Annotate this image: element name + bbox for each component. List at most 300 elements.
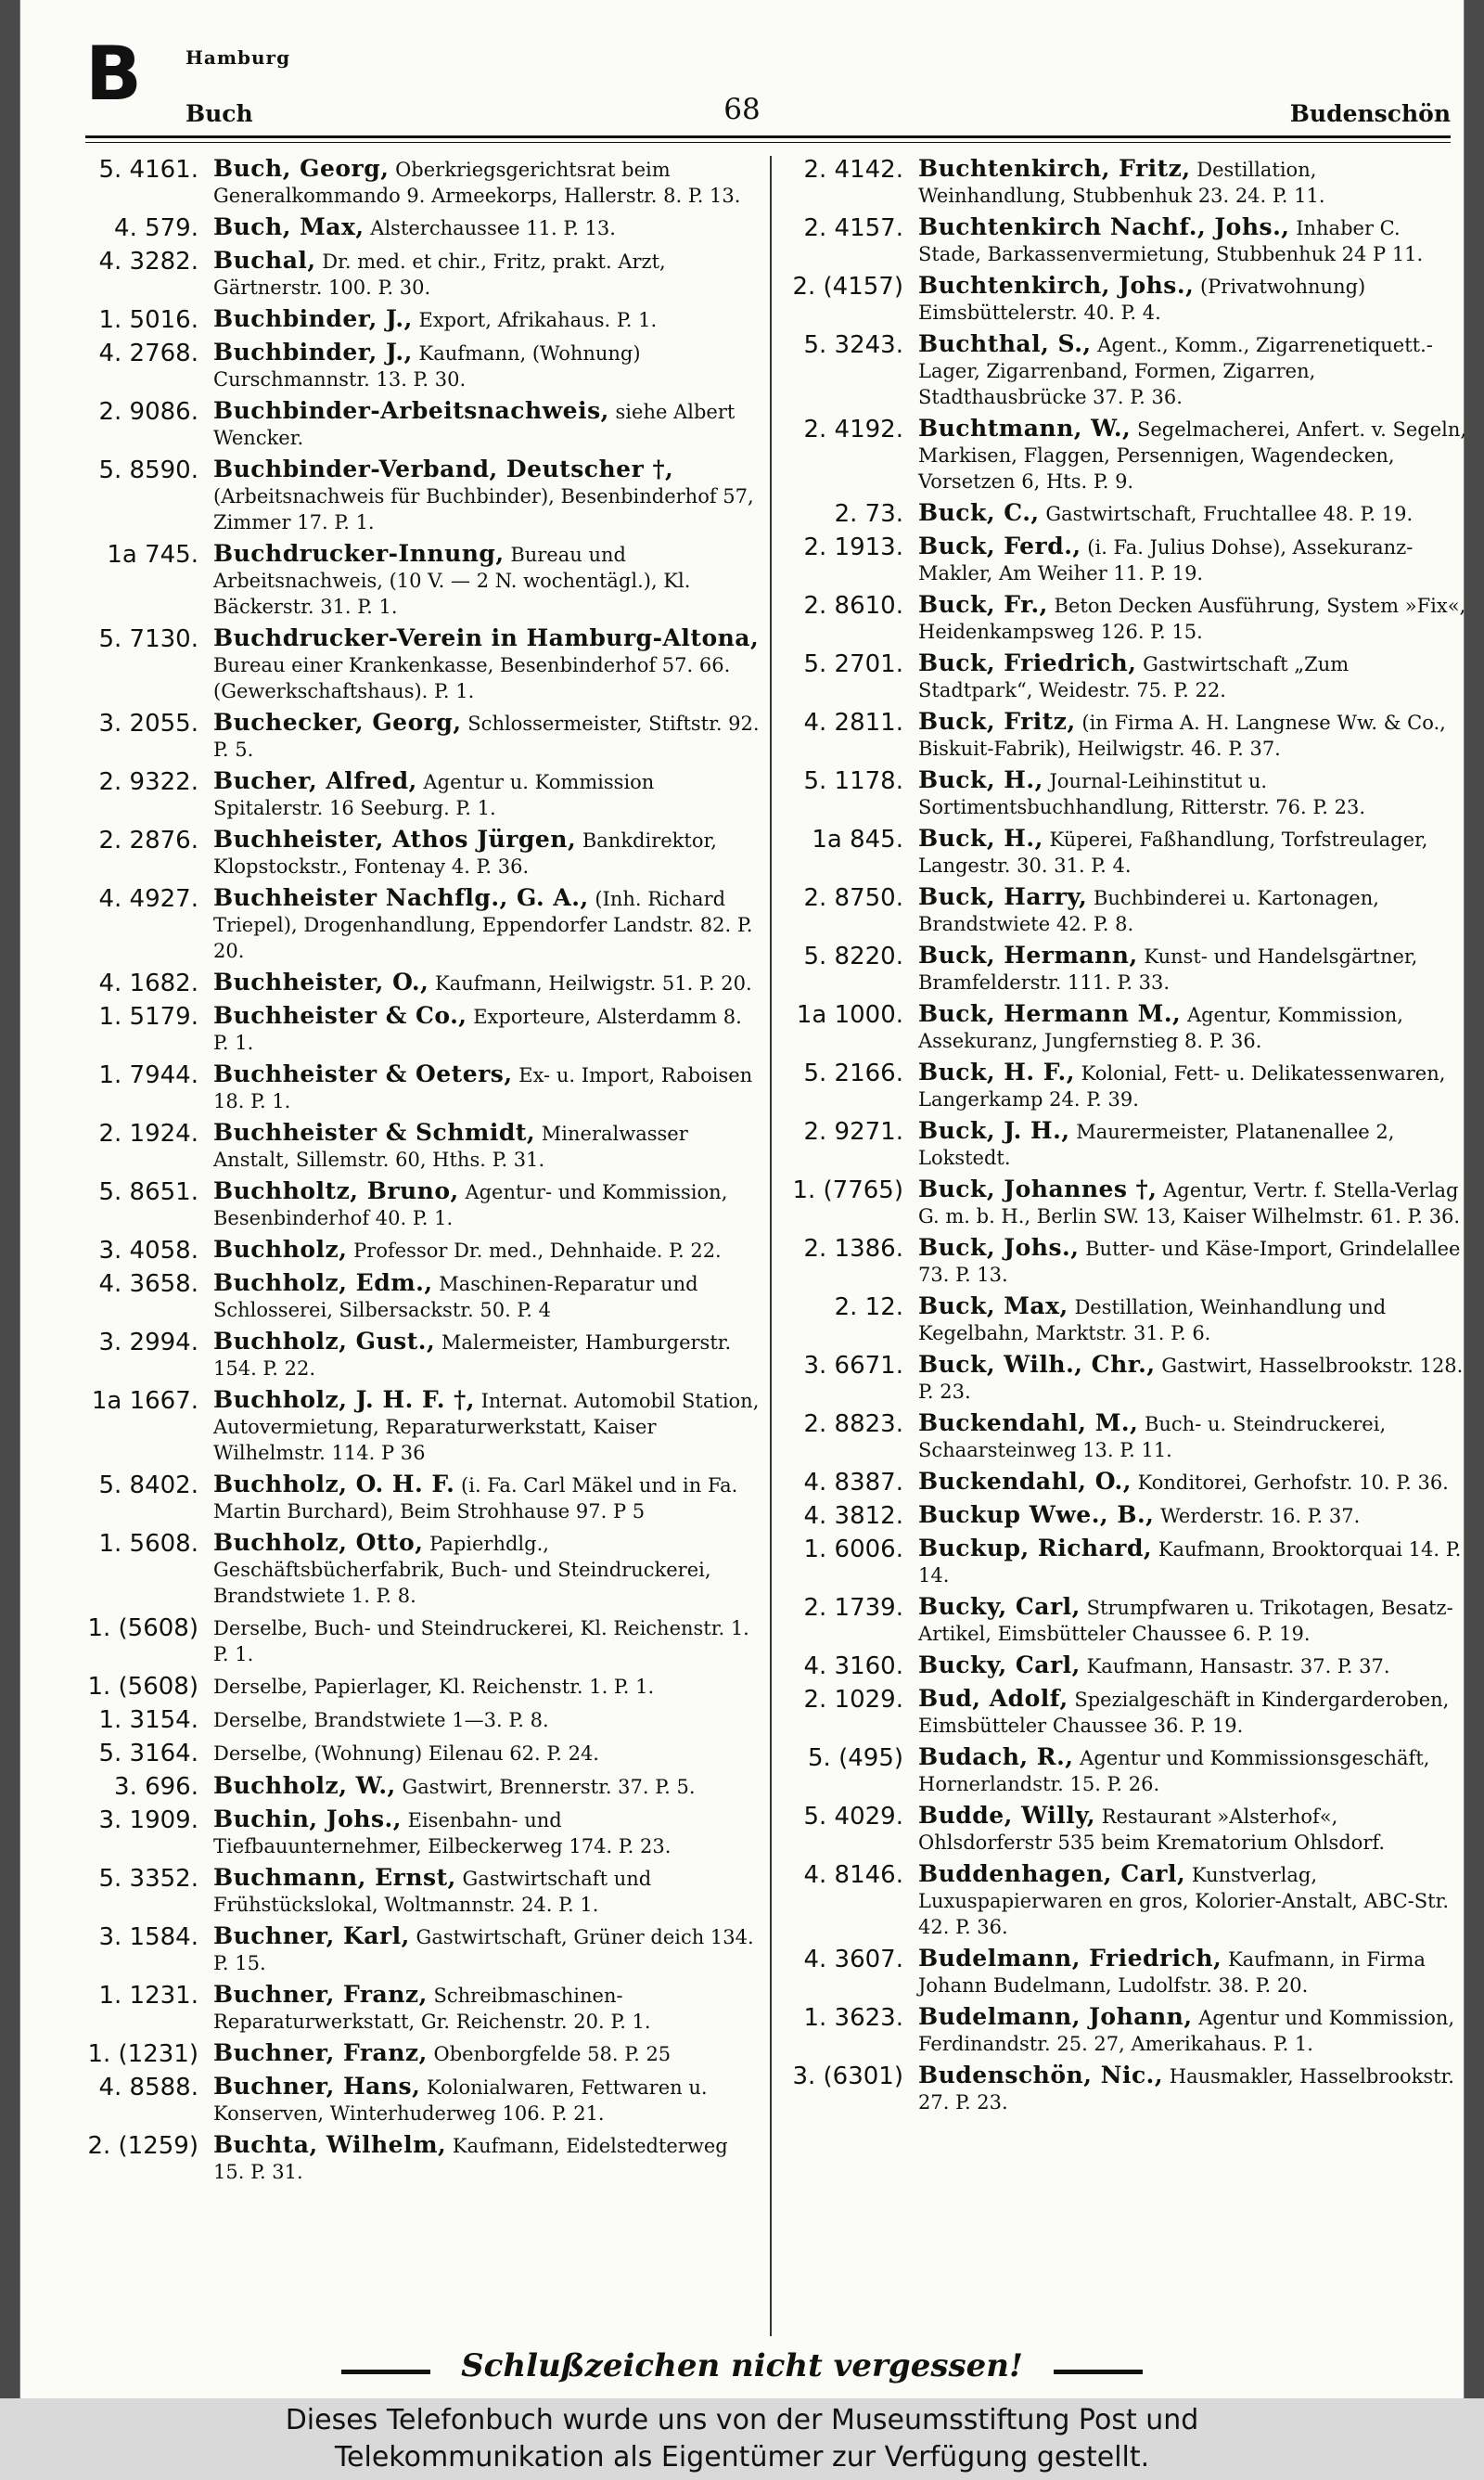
subscriber-name: Buck, Johannes †, bbox=[918, 1176, 1158, 1202]
phone-number: 4. 3160. bbox=[803, 1652, 903, 1680]
phone-number: 4. 4927. bbox=[98, 885, 198, 913]
directory-entry bbox=[85, 1614, 762, 1667]
entry-details: siehe Albert Wencker. bbox=[213, 401, 736, 449]
subscriber-name: Buchtenkirch Nachf., Johs., bbox=[918, 213, 1290, 240]
subscriber-name: Buchholz, W., bbox=[213, 1772, 396, 1799]
entry-text bbox=[918, 767, 1467, 820]
entry-text bbox=[213, 2132, 762, 2185]
entry-details: Exporteure, Alsterdamm 8. P. 1. bbox=[213, 1006, 742, 1054]
entry-details: Destillation, Weinhandlung und Kegelbahn, Marktstr. 31. P. 6. bbox=[918, 1296, 1387, 1344]
subscriber-name: Bucher, Alfred, bbox=[213, 767, 417, 794]
directory-entry bbox=[85, 2040, 762, 2068]
header-rule-thin bbox=[85, 142, 1451, 143]
directory-entry bbox=[85, 1706, 762, 1734]
subscriber-name: Buchholz, Gust., bbox=[213, 1328, 436, 1355]
directory-entry bbox=[85, 306, 762, 334]
subscriber-name: Bud, Adolf, bbox=[918, 1685, 1068, 1712]
entry-text bbox=[213, 214, 762, 241]
directory-entry bbox=[85, 1773, 762, 1801]
directory-entry bbox=[85, 710, 762, 763]
subscriber-name: Buck, Fritz, bbox=[918, 708, 1076, 735]
entry-text bbox=[213, 1471, 762, 1524]
subscriber-name: Buchecker, Georg, bbox=[213, 709, 462, 736]
entry-text bbox=[213, 456, 762, 535]
subscriber-name: Buchtenkirch, Fritz, bbox=[918, 155, 1191, 182]
credit-line-1: Dieses Telefonbuch wurde uns von der Museumsstiftung Post und bbox=[285, 2404, 1199, 2436]
directory-entry bbox=[85, 1982, 762, 2035]
subscriber-name: Budelmann, Friedrich, bbox=[918, 1945, 1222, 1972]
entry-details: Eisenbahn- und Tiefbauunternehmer, Eilbeckerweg 174. P. 23. bbox=[213, 1809, 672, 1857]
phone-number: 5. 3243. bbox=[803, 331, 903, 359]
directory-entry bbox=[790, 1744, 1467, 1797]
directory-entry bbox=[790, 650, 1467, 703]
subscriber-name: Buchdrucker-Innung, bbox=[213, 540, 505, 567]
phone-number: 5. 3164. bbox=[98, 1740, 198, 1767]
subscriber-name: Buchheister & Co., bbox=[213, 1002, 467, 1029]
phone-number: 4. 1682. bbox=[98, 970, 198, 997]
entry-text bbox=[213, 827, 762, 880]
directory-entry bbox=[790, 709, 1467, 762]
directory-entry bbox=[790, 1652, 1467, 1680]
entry-details: Strumpfwaren u. Trikotagen, Besatz-Artikel, Eimsbütteler Chaussee 6. P. 19. bbox=[918, 1597, 1453, 1645]
phone-number: 2. 73. bbox=[834, 500, 903, 528]
entry-details: (Inh. Richard Triepel), Drogenhandlung, Eppendorfer Landstr. 82. P. 20. bbox=[213, 888, 753, 962]
entry-text bbox=[213, 2040, 762, 2067]
phone-number: 3. 1909. bbox=[98, 1806, 198, 1834]
subscriber-name: Buchdrucker-Verein in Hamburg-Altona, bbox=[213, 624, 760, 651]
page-number: 68 bbox=[723, 93, 761, 126]
phone-number: 4. 8588. bbox=[98, 2074, 198, 2101]
entry-text bbox=[213, 1740, 762, 1767]
entry-details: Agent., Komm., Zigarrenetiquett.-Lager, Zigarrenband, Formen, Zigarren, Stadthausbrücke 37. P. 36. bbox=[918, 334, 1433, 408]
entry-details: Gastwirtschaft, Fruchtallee 48. P. 19. bbox=[1045, 503, 1414, 525]
subscriber-name: Buddenhagen, Carl, bbox=[918, 1860, 1186, 1887]
entry-text bbox=[918, 1652, 1467, 1679]
directory-entry bbox=[85, 1923, 762, 1976]
phone-number: 5. 4161. bbox=[98, 156, 198, 184]
phone-number: 5. 2166. bbox=[803, 1060, 903, 1087]
entry-details: Werderstr. 16. P. 37. bbox=[1160, 1505, 1361, 1527]
phone-number: 5. 7130. bbox=[98, 625, 198, 653]
entry-details: Schlossermeister, Stiftstr. 92. P. 5. bbox=[213, 713, 760, 761]
directory-entry bbox=[85, 156, 762, 209]
directory-entry bbox=[85, 768, 762, 821]
phone-number: 5. 4029. bbox=[803, 1803, 903, 1831]
phone-number: 5. 2701. bbox=[803, 650, 903, 678]
entry-text bbox=[918, 533, 1467, 586]
entry-details: Agentur u. Kommission Spitalerstr. 16 Seeburg. P. 1. bbox=[213, 771, 655, 819]
phone-number: 2. 9086. bbox=[98, 398, 198, 426]
slogan-rule-right bbox=[1054, 2370, 1143, 2374]
entry-details: Maurermeister, Platanenallee 2, Lokstedt. bbox=[918, 1121, 1395, 1169]
subscriber-name: Buchheister, Athos Jürgen, bbox=[213, 826, 577, 853]
subscriber-name: Buchin, Johs., bbox=[213, 1805, 402, 1832]
subscriber-name: Buchholtz, Bruno, bbox=[213, 1177, 459, 1204]
phone-number: 2. 1924. bbox=[98, 1120, 198, 1148]
directory-entry bbox=[790, 1686, 1467, 1739]
entry-details: Maschinen-Reparatur und Schlosserei, Silbersackstr. 50. P. 4 bbox=[213, 1273, 698, 1321]
subscriber-name: Buck, Johs., bbox=[918, 1234, 1080, 1261]
subscriber-name: Buchholz, Edm., bbox=[213, 1269, 433, 1296]
header-rule bbox=[85, 135, 1451, 138]
entry-text bbox=[213, 885, 762, 964]
entry-text bbox=[918, 500, 1467, 527]
entry-text bbox=[918, 1469, 1467, 1496]
entry-text bbox=[918, 1352, 1467, 1405]
entry-text bbox=[918, 1235, 1467, 1288]
directory-entry bbox=[790, 416, 1467, 495]
entry-text bbox=[918, 826, 1467, 879]
phone-number: 2. 1029. bbox=[803, 1686, 903, 1714]
directory-entry bbox=[790, 1803, 1467, 1856]
phone-number: 2. 4192. bbox=[803, 416, 903, 443]
phone-number: 4. 2811. bbox=[803, 709, 903, 737]
entry-details: Agentur und Kommission, Ferdinandstr. 25. 27, Amerikahaus. P. 1. bbox=[918, 2007, 1455, 2055]
subscriber-name: Buchner, Hans, bbox=[213, 2073, 421, 2100]
directory-entry bbox=[85, 398, 762, 451]
phone-number: 2. 1739. bbox=[803, 1594, 903, 1622]
phone-number: 2. 8610. bbox=[803, 592, 903, 620]
subscriber-name: Buch, Max, bbox=[213, 213, 365, 240]
entry-text bbox=[213, 970, 762, 996]
directory-entry bbox=[790, 331, 1467, 410]
entry-details: Küperei, Faßhandlung, Torfstreulager, Langestr. 30. 31. P. 4. bbox=[918, 829, 1428, 877]
subscriber-name: Buchbinder-Verband, Deutscher †, bbox=[213, 456, 674, 482]
entry-text bbox=[213, 1673, 762, 1700]
phone-number: 1. (1231) bbox=[87, 2040, 198, 2068]
entry-details: Buch- u. Steindruckerei, Schaarsteinweg 13. P. 11. bbox=[918, 1413, 1387, 1461]
directory-entry bbox=[85, 625, 762, 704]
footer-slogan: Schlußzeichen nicht vergessen! bbox=[461, 2347, 1023, 2384]
phone-number: 2. 2876. bbox=[98, 827, 198, 855]
directory-entry bbox=[85, 1061, 762, 1114]
entry-text bbox=[213, 340, 762, 392]
entry-details: Derselbe, Buch- und Steindruckerei, Kl. Reichenstr. 1. P. 1. bbox=[213, 1617, 749, 1665]
phone-number: 5. (495) bbox=[808, 1744, 903, 1772]
subscriber-name: Buck, H., bbox=[918, 825, 1043, 852]
phone-number: 1. (5608) bbox=[87, 1614, 198, 1642]
entry-text bbox=[213, 1706, 762, 1733]
entry-text bbox=[213, 1806, 762, 1859]
directory-entry bbox=[790, 1118, 1467, 1171]
directory-entry bbox=[790, 1176, 1467, 1229]
entry-text bbox=[918, 650, 1467, 703]
entry-details: (in Firma A. H. Langnese Ww. & Co., Biskuit-Fabrik), Heilwigstr. 46. P. 37. bbox=[918, 712, 1446, 760]
subscriber-name: Buchmann, Ernst, bbox=[213, 1864, 456, 1891]
directory-entry bbox=[790, 592, 1467, 645]
entry-details: Kaufmann, Heilwigstr. 51. P. 20. bbox=[434, 972, 752, 995]
entry-text bbox=[213, 541, 762, 620]
phone-number: 1. 6006. bbox=[803, 1536, 903, 1563]
entry-details: Derselbe, Papierlager, Kl. Reichenstr. 1. P. 1. bbox=[213, 1676, 655, 1698]
entry-details: Spezialgeschäft in Kindergarderoben, Eimsbütteler Chaussee 36. P. 19. bbox=[918, 1689, 1450, 1737]
directory-entry bbox=[85, 970, 762, 997]
entry-text bbox=[918, 709, 1467, 762]
entry-text bbox=[918, 1744, 1467, 1797]
entry-text bbox=[918, 1293, 1467, 1346]
section-letter: B bbox=[85, 31, 142, 117]
entry-text bbox=[918, 273, 1467, 326]
directory-entry bbox=[85, 1178, 762, 1231]
directory-entry bbox=[85, 340, 762, 392]
entry-text bbox=[918, 943, 1467, 996]
subscriber-name: Buck, Hermann, bbox=[918, 942, 1138, 969]
phone-number: 2. 8823. bbox=[803, 1410, 903, 1438]
phone-number: 2. 1386. bbox=[803, 1235, 903, 1263]
phone-number: 1. 5179. bbox=[98, 1003, 198, 1031]
directory-entry bbox=[790, 2062, 1467, 2115]
phone-number: 1. 5016. bbox=[98, 306, 198, 334]
phone-number: 1. 3154. bbox=[98, 1706, 198, 1734]
entry-details: Journal-Leihinstitut u. Sortimentsbuchhandlung, Ritterstr. 76. P. 23. bbox=[918, 770, 1365, 818]
left-column bbox=[85, 156, 762, 2191]
entry-details: Konditorei, Gerhofstr. 10. P. 36. bbox=[1137, 1471, 1449, 1494]
directory-entry bbox=[85, 1329, 762, 1381]
phone-number: 1. 7944. bbox=[98, 1061, 198, 1089]
left-catchword: Buch bbox=[186, 100, 253, 127]
entry-text bbox=[213, 625, 762, 704]
footer-slogan-bar bbox=[20, 2347, 1464, 2384]
entry-details: Ex- u. Import, Raboisen 18. P. 1. bbox=[213, 1064, 753, 1112]
subscriber-name: Buck, Wilh., Chr., bbox=[918, 1351, 1156, 1378]
directory-entry bbox=[790, 1352, 1467, 1405]
credit-banner bbox=[0, 2398, 1484, 2480]
subscriber-name: Buckendahl, M., bbox=[918, 1409, 1139, 1436]
phone-number: 2. 4157. bbox=[803, 214, 903, 242]
entry-text bbox=[918, 884, 1467, 937]
directory-entry bbox=[790, 1410, 1467, 1463]
entry-details: Obenborgfelde 58. P. 25 bbox=[433, 2043, 672, 2065]
subscriber-name: Buchtmann, W., bbox=[918, 415, 1132, 442]
entry-details: Destillation, Weinhandlung, Stubbenhuk 23. 24. P. 11. bbox=[918, 159, 1325, 207]
entry-details: Kolonialwaren, Fettwaren u. Konserven, Winterhuderweg 106. P. 21. bbox=[213, 2076, 708, 2125]
entry-details: Gastwirtschaft und Frühstückslokal, Woltmannstr. 24. P. 1. bbox=[213, 1868, 652, 1916]
subscriber-name: Buchner, Karl, bbox=[213, 1922, 410, 1949]
entry-details: (i. Fa. Julius Dohse), Assekuranz-Makler, Am Weiher 11. P. 19. bbox=[918, 536, 1414, 585]
entry-text bbox=[213, 2074, 762, 2127]
phone-number: 1. 1231. bbox=[98, 1982, 198, 2010]
entry-details: Gastwirtschaft, Grüner deich 134. P. 15. bbox=[213, 1926, 754, 1974]
subscriber-name: Buck, J. H., bbox=[918, 1117, 1070, 1144]
phone-number: 2. 9271. bbox=[803, 1118, 903, 1146]
entry-text bbox=[213, 1923, 762, 1976]
entry-details: Gastwirtschaft „Zum Stadtpark“, Weidestr. 75. P. 22. bbox=[918, 653, 1350, 701]
entry-text bbox=[213, 1614, 762, 1667]
entry-text bbox=[918, 156, 1467, 209]
entry-text bbox=[918, 2004, 1467, 2057]
subscriber-name: Buckup Wwe., B., bbox=[918, 1501, 1155, 1528]
entry-text bbox=[213, 1270, 762, 1323]
phone-number: 1. (5608) bbox=[87, 1673, 198, 1701]
phone-number: 2. 12. bbox=[834, 1293, 903, 1321]
subscriber-name: Buck, H. F., bbox=[918, 1059, 1075, 1086]
directory-entry bbox=[85, 1471, 762, 1524]
entry-details: Derselbe, (Wohnung) Eilenau 62. P. 24. bbox=[213, 1742, 599, 1765]
phone-number: 3. 1584. bbox=[98, 1923, 198, 1951]
phone-number: 5. 1178. bbox=[803, 767, 903, 795]
phone-number: 4. 3607. bbox=[803, 1946, 903, 1973]
phone-number: 4. 8146. bbox=[803, 1861, 903, 1889]
directory-entry bbox=[790, 1235, 1467, 1288]
right-catchword: Budenschön bbox=[1289, 100, 1451, 127]
city-label: Hamburg bbox=[186, 46, 291, 69]
subscriber-name: Buchal, bbox=[213, 247, 316, 274]
entry-details: Agentur und Kommissionsgeschäft, Hornerlandstr. 15. P. 26. bbox=[918, 1747, 1430, 1795]
directory-entry bbox=[790, 1946, 1467, 1998]
directory-entry bbox=[790, 1536, 1467, 1588]
entry-details: Kaufmann, Brooktorquai 14. P. 14. bbox=[918, 1538, 1462, 1587]
phone-number: 1. (7765) bbox=[792, 1176, 903, 1204]
entry-text bbox=[213, 398, 762, 451]
directory-entry bbox=[85, 1865, 762, 1918]
entry-text bbox=[213, 1387, 762, 1466]
entry-text bbox=[918, 331, 1467, 410]
entry-details: Kaufmann, (Wohnung) Curschmannstr. 13. P. 30. bbox=[213, 342, 641, 391]
directory-entry bbox=[790, 1060, 1467, 1112]
entry-text bbox=[918, 2062, 1467, 2115]
subscriber-name: Buchtenkirch, Johs., bbox=[918, 272, 1195, 299]
directory-entry bbox=[85, 1003, 762, 1056]
entry-details: (Privatwohnung) Eimsbüttelerstr. 40. P. 4. bbox=[918, 276, 1366, 324]
directory-entry bbox=[85, 1740, 762, 1767]
entry-details: Agentur, Kommission, Assekuranz, Jungfernstieg 8. P. 36. bbox=[918, 1004, 1403, 1052]
subscriber-name: Bucky, Carl, bbox=[918, 1593, 1081, 1620]
entry-details: Professor Dr. med., Dehnhaide. P. 22. bbox=[353, 1240, 722, 1262]
column-divider bbox=[770, 156, 772, 2336]
directory-entry bbox=[790, 500, 1467, 528]
entry-details: Bureau einer Krankenkasse, Besenbinderhof 57. 66. (Gewerkschaftshaus). P. 1. bbox=[213, 654, 731, 702]
phone-number: 1. 5608. bbox=[98, 1530, 198, 1558]
page-header bbox=[20, 0, 1464, 148]
credit-line-2: Telekommunikation als Eigentümer zur Verfügung gestellt. bbox=[334, 2441, 1150, 2474]
subscriber-name: Buck, Hermann M., bbox=[918, 1000, 1182, 1027]
entry-text bbox=[213, 1530, 762, 1609]
entry-details: Hausmakler, Hasselbrookstr. 27. P. 23. bbox=[918, 2065, 1454, 2114]
phone-number: 4. 8387. bbox=[803, 1469, 903, 1497]
entry-details: Restaurant »Alsterhof«, Ohlsdorferstr 535 beim Krematorium Ohlsdorf. bbox=[918, 1805, 1386, 1854]
directory-entry bbox=[85, 2074, 762, 2127]
entry-details: Mineralwasser Anstalt, Sillemstr. 60, Hths. P. 31. bbox=[213, 1123, 688, 1171]
phone-number: 1a 745. bbox=[107, 541, 198, 569]
directory-entry bbox=[790, 533, 1467, 586]
entry-text bbox=[918, 214, 1467, 267]
subscriber-name: Bucky, Carl, bbox=[918, 1651, 1081, 1678]
right-column bbox=[790, 156, 1467, 2121]
subscriber-name: Buch, Georg, bbox=[213, 155, 390, 182]
entry-details: Kolonial, Fett- u. Delikatessenwaren, Langerkamp 24. P. 39. bbox=[918, 1062, 1446, 1111]
phone-number: 5. 8220. bbox=[803, 943, 903, 970]
entry-text bbox=[918, 1946, 1467, 1998]
subscriber-name: Buck, Ferd., bbox=[918, 533, 1081, 559]
phone-number: 3. 4058. bbox=[98, 1237, 198, 1265]
subscriber-name: Buchner, Franz, bbox=[213, 2039, 428, 2066]
directory-entry bbox=[790, 884, 1467, 937]
slogan-rule-left bbox=[341, 2370, 430, 2374]
phone-number: 1. 3623. bbox=[803, 2004, 903, 2032]
subscriber-name: Budenschön, Nic., bbox=[918, 2062, 1164, 2088]
entry-details: Malermeister, Hamburgerstr. 154. P. 22. bbox=[213, 1331, 732, 1380]
subscriber-name: Buck, H., bbox=[918, 766, 1043, 793]
entry-details: Agentur- und Kommission, Besenbinderhof 40. P. 1. bbox=[213, 1181, 728, 1229]
directory-entry bbox=[85, 1120, 762, 1173]
entry-text bbox=[213, 1982, 762, 2035]
subscriber-name: Buchheister Nachflg., G. A., bbox=[213, 884, 589, 911]
subscriber-name: Buchner, Franz, bbox=[213, 1981, 428, 2008]
entry-text bbox=[918, 1176, 1467, 1229]
subscriber-name: Buchholz, J. H. F. †, bbox=[213, 1386, 475, 1413]
phone-number: 2. 1913. bbox=[803, 533, 903, 561]
directory-entry bbox=[790, 1001, 1467, 1054]
entry-details: Gastwirt, Brennerstr. 37. P. 5. bbox=[402, 1776, 696, 1798]
subscriber-name: Budelmann, Johann, bbox=[918, 2003, 1193, 2030]
phone-number: 3. 6671. bbox=[803, 1352, 903, 1380]
directory-entry bbox=[85, 827, 762, 880]
entry-details: Oberkriegsgerichtsrat beim Generalkommando 9. Armeekorps, Hallerstr. 8. P. 13. bbox=[213, 159, 741, 207]
subscriber-name: Buchbinder, J., bbox=[213, 339, 413, 366]
phone-number: 2. (4157) bbox=[792, 273, 903, 301]
phone-number: 4. 579. bbox=[114, 214, 198, 242]
directory-entry bbox=[790, 826, 1467, 879]
directory-page bbox=[20, 0, 1467, 2398]
directory-entry bbox=[790, 156, 1467, 209]
subscriber-name: Buchta, Wilhelm, bbox=[213, 2131, 447, 2158]
entry-details: Schreibmaschinen-Reparaturwerkstatt, Gr. Reichenstr. 20. P. 1. bbox=[213, 1985, 651, 2033]
directory-entry bbox=[85, 1237, 762, 1265]
phone-number: 1a 1667. bbox=[91, 1387, 198, 1415]
phone-number: 2. 9322. bbox=[98, 768, 198, 796]
subscriber-name: Buchholz, bbox=[213, 1236, 348, 1263]
directory-entry bbox=[85, 1387, 762, 1466]
phone-number: 4. 3658. bbox=[98, 1270, 198, 1298]
entry-details: (Arbeitsnachweis für Buchbinder), Besenbinderhof 57, Zimmer 17. P. 1. bbox=[213, 485, 754, 533]
entry-details: Gastwirt, Hasselbrookstr. 128. P. 23. bbox=[918, 1355, 1464, 1403]
subscriber-name: Budde, Willy, bbox=[918, 1802, 1096, 1829]
phone-number: 2. 4142. bbox=[803, 156, 903, 184]
directory-entry bbox=[790, 767, 1467, 820]
entry-text bbox=[213, 1237, 762, 1264]
entry-text bbox=[918, 1861, 1467, 1940]
phone-number: 3. (6301) bbox=[792, 2062, 903, 2090]
directory-entry bbox=[790, 214, 1467, 267]
entry-text bbox=[213, 768, 762, 821]
subscriber-name: Buck, C., bbox=[918, 499, 1040, 526]
subscriber-name: Buckup, Richard, bbox=[918, 1535, 1153, 1561]
subscriber-name: Buckendahl, O., bbox=[918, 1468, 1132, 1495]
subscriber-name: Buchholz, O. H. F. bbox=[213, 1471, 455, 1497]
subscriber-name: Buchheister & Schmidt, bbox=[213, 1119, 536, 1146]
entry-text bbox=[918, 1686, 1467, 1739]
directory-entry bbox=[85, 885, 762, 964]
directory-entry bbox=[790, 1502, 1467, 1530]
entry-details: Bankdirektor, Klopstockstr., Fontenay 4. P. 36. bbox=[213, 829, 717, 878]
entry-text bbox=[213, 1120, 762, 1173]
subscriber-name: Buck, Max, bbox=[918, 1292, 1068, 1319]
subscriber-name: Buck, Harry, bbox=[918, 883, 1088, 910]
entry-details: Internat. Automobil Station, Autovermietung, Reparaturwerkstatt, Kaiser Wilhelmstr. 114. P 36 bbox=[213, 1390, 760, 1464]
entry-text bbox=[213, 1865, 762, 1918]
directory-entry bbox=[790, 1861, 1467, 1940]
entry-text bbox=[918, 1803, 1467, 1856]
entry-text bbox=[918, 1594, 1467, 1647]
entry-text bbox=[213, 156, 762, 209]
subscriber-name: Buck, Fr., bbox=[918, 591, 1048, 618]
directory-entry bbox=[85, 248, 762, 301]
phone-number: 4. 3282. bbox=[98, 248, 198, 276]
subscriber-name: Buchbinder-Arbeitsnachweis, bbox=[213, 397, 609, 424]
entry-details: Inhaber C. Stade, Barkassenvermietung, Stubbenhuk 24 P 11. bbox=[918, 217, 1424, 265]
phone-number: 3. 2994. bbox=[98, 1329, 198, 1356]
entry-details: Segelmacherei, Anfert. v. Segeln, Markisen, Flaggen, Persennigen, Wagendecken, Vorsetzen 6, Hts. P. 9. bbox=[918, 418, 1467, 493]
